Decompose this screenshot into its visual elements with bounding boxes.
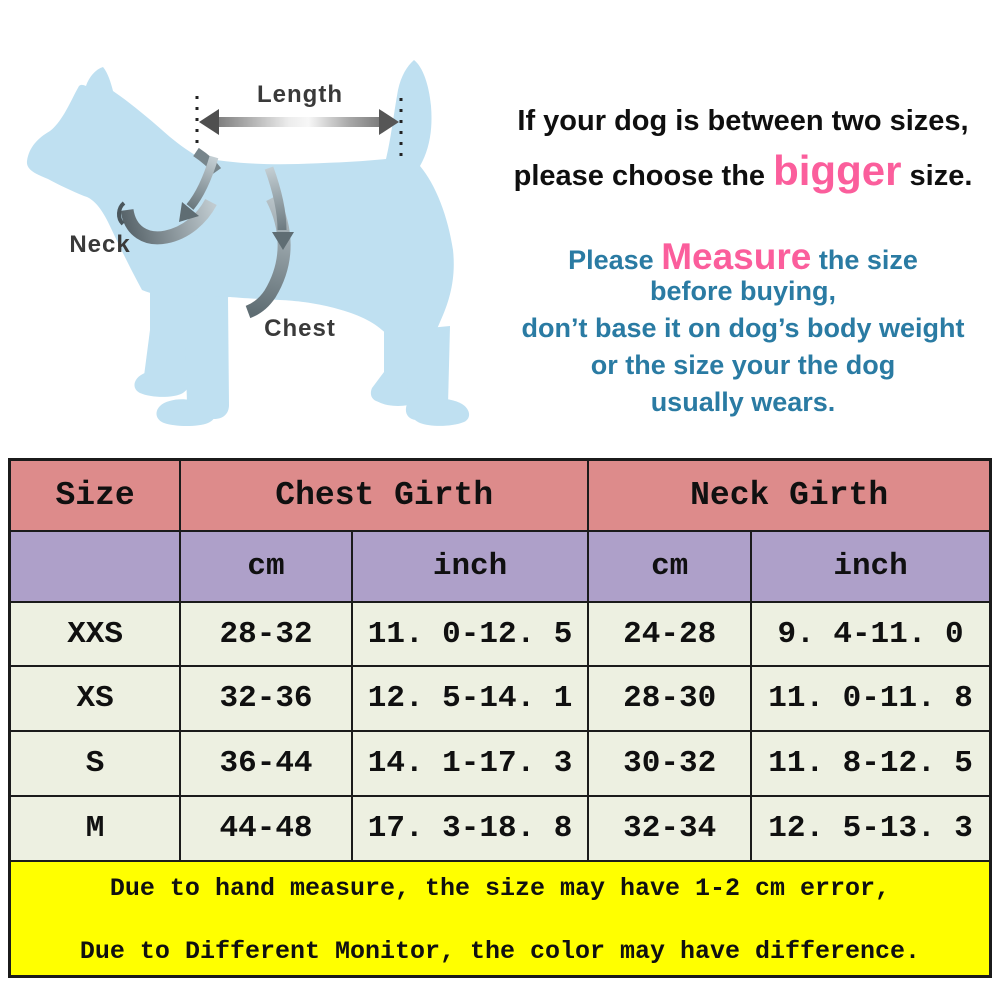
bigger-highlight: bigger	[773, 147, 902, 194]
cell-chest-cm: 28-32	[180, 602, 352, 667]
units-chest-inch: inch	[352, 531, 588, 602]
advice-line-3	[478, 238, 1000, 275]
cell-neck-inch: 9. 4-11. 0	[751, 602, 990, 667]
cell-neck-cm: 30-32	[588, 731, 751, 796]
units-chest-cm: cm	[180, 531, 352, 602]
note-monitor-color: Due to Different Monitor, the color may have difference.	[79, 937, 921, 967]
header-neck-girth: Neck Girth	[588, 460, 990, 531]
cell-neck-inch: 11. 8-12. 5	[751, 731, 990, 796]
dog-hind-paw-near	[409, 398, 469, 426]
cell-chest-inch: 14. 1-17. 3	[352, 731, 588, 796]
advice-line-2-suffix: size.	[901, 160, 973, 192]
length-arrow-head-left	[199, 109, 219, 135]
neck-label: Neck	[69, 231, 131, 258]
table-notes-row	[10, 861, 991, 977]
cell-chest-inch: 17. 3-18. 8	[352, 796, 588, 861]
length-arrow-shaft	[216, 117, 382, 127]
cell-chest-inch: 12. 5-14. 1	[352, 666, 588, 731]
cell-neck-inch: 11. 0-11. 8	[751, 666, 990, 731]
advice-line-7: usually wears.	[650, 387, 836, 417]
cell-neck-cm: 32-34	[588, 796, 751, 861]
cell-neck-inch: 12. 5-13. 3	[751, 796, 990, 861]
table-units-row	[10, 531, 991, 602]
cell-size: XXS	[10, 602, 181, 667]
note-measure-error: Due to hand measure, the size may have 1-2 cm error,	[109, 874, 891, 904]
cell-size: M	[10, 796, 181, 861]
table-row-s	[10, 731, 991, 796]
cell-chest-cm: 32-36	[180, 666, 352, 731]
cell-chest-cm: 36-44	[180, 731, 352, 796]
notes-cell	[10, 861, 991, 977]
cell-size: S	[10, 731, 181, 796]
advice-line-3-prefix: Please	[568, 245, 662, 275]
cell-size: XS	[10, 666, 181, 731]
size-chart-table	[8, 458, 992, 978]
cell-neck-cm: 28-30	[588, 666, 751, 731]
advice-line-3-suffix: the size	[811, 245, 918, 275]
advice-line-5: don’t base it on dog’s body weight	[521, 313, 965, 343]
cell-neck-cm: 24-28	[588, 602, 751, 667]
advice-line-6: or the size your the dog	[590, 350, 896, 380]
measure-highlight: Measure	[661, 236, 812, 277]
dog-front-paw-near	[157, 399, 217, 426]
cell-chest-inch: 11. 0-12. 5	[352, 602, 588, 667]
dog-measurement-diagram	[0, 0, 500, 450]
advice-line-2	[478, 147, 1000, 194]
table-row-m	[10, 796, 991, 861]
header-size: Size	[10, 460, 181, 531]
dog-front-paw-far	[134, 370, 189, 397]
advice-line-1: If your dog is between two sizes,	[517, 105, 969, 137]
length-label: Length	[257, 81, 343, 108]
cell-chest-cm: 44-48	[180, 796, 352, 861]
table-row-xs	[10, 666, 991, 731]
units-size-spacer	[10, 531, 181, 602]
table-row-xxs	[10, 602, 991, 667]
table-header-row	[10, 460, 991, 531]
advice-line-4: before buying,	[649, 276, 836, 306]
units-neck-inch: inch	[751, 531, 990, 602]
chest-label: Chest	[264, 315, 336, 342]
header-chest-girth: Chest Girth	[180, 460, 588, 531]
units-neck-cm: cm	[588, 531, 751, 602]
advice-line-2-prefix: please choose the	[513, 160, 774, 192]
